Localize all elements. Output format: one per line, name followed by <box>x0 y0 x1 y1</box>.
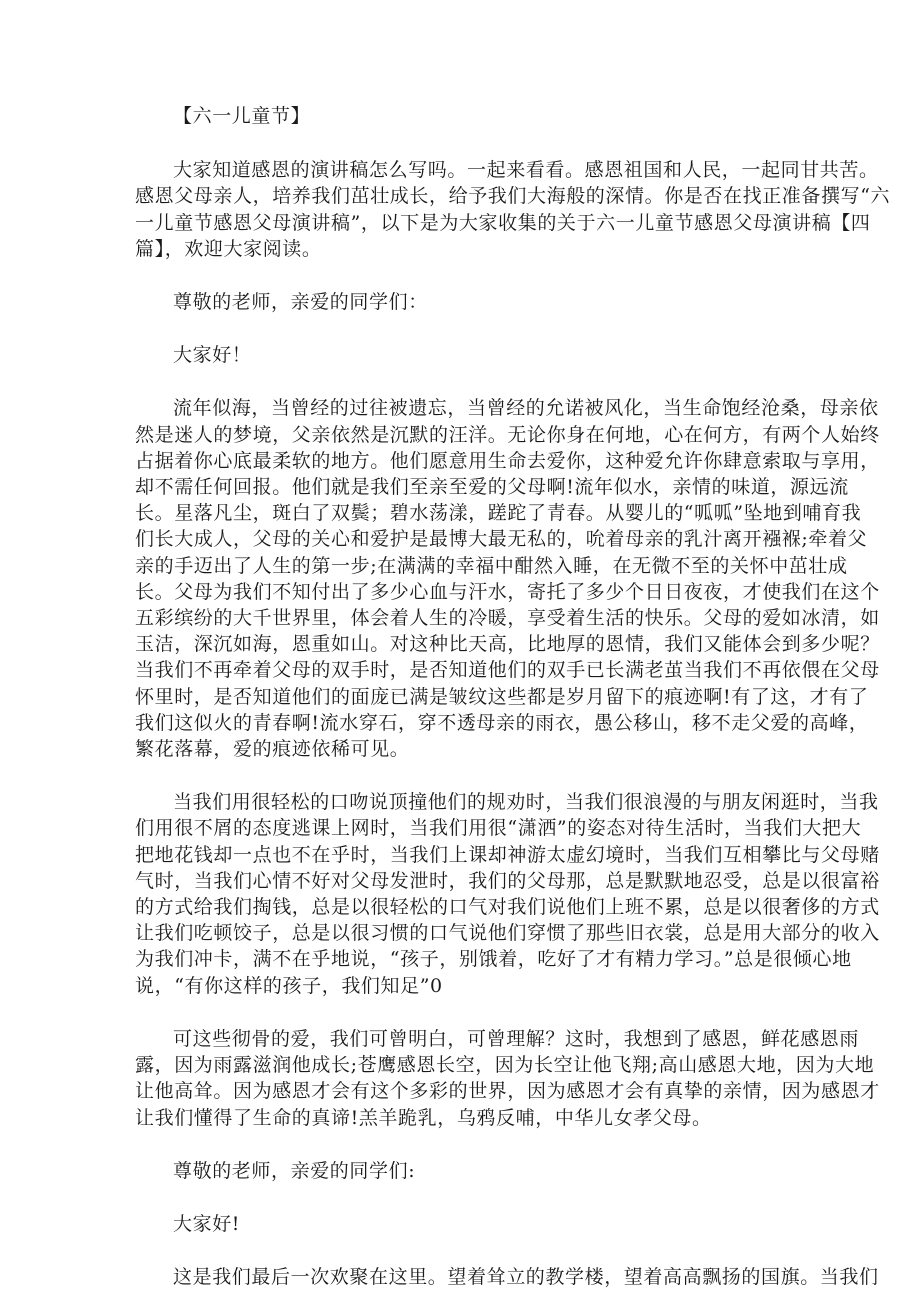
text-line: 流年似海，当曾经的过往被遗忘，当曾经的允诺被风化，当生命饱经沧桑，母亲依 <box>173 397 879 420</box>
text-line: 一儿童节感恩父母演讲稿”，以下是为大家收集的关于六一儿童节感恩父母演讲稿【四 <box>135 211 871 234</box>
text-line: 说，“有你这样的孩子，我们知足”0 <box>135 974 443 997</box>
paragraph-salutation <box>135 1158 795 1184</box>
text-line: 这是我们最后一次欢聚在这里。望着耸立的教学楼，望着高高飘扬的国旗。当我们 <box>173 1266 879 1289</box>
text-line: 的方式给我们掏钱，总是以很轻松的口气对我们说他们上班不累，总是以很奢侈的方式 <box>135 896 880 919</box>
text-line: 大家好！ <box>173 344 252 367</box>
text-line: 尊敬的老师，亲爱的同学们： <box>173 291 428 314</box>
document-page <box>135 103 891 1290</box>
text-line: 让他高耸。因为感恩才会有这个多彩的世界，因为感恩才会有真挚的亲情，因为感恩才 <box>135 1080 880 1103</box>
paragraph-greeting <box>135 342 795 368</box>
text-line: 大家知道感恩的演讲稿怎么写吗。一起来看看。感恩祖国和人民，一起同甘共苦。 <box>173 159 879 182</box>
paragraph-greeting <box>135 1211 795 1237</box>
text-line: 我们这似火的青春啊!流水穿石，穿不透母亲的雨衣，愚公移山，移不走父爱的高峰， <box>135 711 869 734</box>
text-line: 篇】，欢迎大家阅读。 <box>135 237 322 260</box>
text-line: 当我们不再牵着父母的双手时，是否知道他们的双手已长满老茧当我们不再依偎在父母 <box>135 659 880 682</box>
text-line: 让我们懂得了生命的真谛!羔羊跪乳，乌鸦反哺，中华儿女孝父母。 <box>135 1106 712 1129</box>
text-line: 尊敬的老师，亲爱的同学们: <box>173 1159 416 1182</box>
text-line: 露，因为雨露滋润他成长;苍鹰感恩长空，因为长空让他飞翔;高山感恩大地，因为大地 <box>135 1054 875 1077</box>
paragraph-body <box>135 789 880 999</box>
document-heading <box>135 103 795 129</box>
paragraph-body <box>135 1264 879 1290</box>
text-line: 大家好! <box>173 1212 241 1235</box>
text-line: 亲的手迈出了人生的第一步;在满满的幸福中酣然入睡，在无微不至的关怀中茁壮成 <box>135 554 848 577</box>
text-line: 繁花落幕，爱的痕迹依稀可见。 <box>135 738 410 761</box>
paragraph-body <box>135 395 880 762</box>
text-line: 玉洁，深沉如海，恩重如山。对这种比天高，比地厚的恩情，我们又能体会到多少呢？ <box>135 633 880 656</box>
text-line: 气时，当我们心情不好对父母发泄时，我们的父母那，总是默默地忍受，总是以很富裕 <box>135 869 880 892</box>
text-line: 长。星落凡尘，斑白了双鬓；碧水荡漾，蹉跎了青春。从婴儿的“呱呱”坠地到哺育我 <box>135 502 862 525</box>
text-line: 占据着你心底最柔软的地方。他们愿意用生命去爱你，这种爱允许你肆意索取与享用， <box>135 449 880 472</box>
text-line: 可这些彻骨的爱，我们可曾明白，可曾理解？这时，我想到了感恩，鲜花感恩雨 <box>173 1027 860 1050</box>
text-line: 五彩缤纷的大千世界里，体会着人生的冷暖，享受着生活的快乐。父母的爱如冰清，如 <box>135 607 880 630</box>
text-line: 把地花钱却一点也不在乎时，当我们上课却神游太虚幻境时，当我们互相攀比与父母赌 <box>135 843 880 866</box>
text-line: 怀里时，是否知道他们的面庞已满是皱纹这些都是岁月留下的痕迹啊!有了这，才有了 <box>135 685 869 708</box>
text-line: 感恩父母亲人，培养我们茁壮成长，给予我们大海般的深情。你是否在找正准备撰写“六 <box>135 185 891 208</box>
text-line: 当我们用很轻松的口吻说顶撞他们的规劝时，当我们很浪漫的与朋友闲逛时，当我 <box>173 791 879 814</box>
text-line: 们用很不屑的态度逃课上网时，当我们用很“潇洒”的姿态对待生活时，当我们大把大 <box>135 817 862 840</box>
text-line: 让我们吃顿饺子，总是以很习惯的口气说他们穿惯了那些旧衣裳，总是用大部分的收入 <box>135 922 880 945</box>
text-line: 为我们冲卡，满不在乎地说，“孩子，别饿着，吃好了才有精力学习。”总是很倾心地 <box>135 948 852 971</box>
text-line: 长。父母为我们不知付出了多少心血与汗水，寄托了多少个日日夜夜，才使我们在这个 <box>135 580 880 603</box>
heading-text: 【六一儿童节】 <box>173 105 311 127</box>
paragraph-body <box>135 1026 880 1131</box>
text-line: 却不需任何回报。他们就是我们至亲至爱的父母啊!流年似水，亲情的味道，源远流 <box>135 476 849 499</box>
paragraph-salutation <box>135 289 795 315</box>
text-line: 们长大成人，父母的关心和爱护是最博大最无私的，吮着母亲的乳汁离开襁褓;牵着父 <box>135 528 868 551</box>
paragraph-intro <box>135 157 891 262</box>
text-line: 然是迷人的梦境，父亲依然是沉默的汪洋。无论你身在何地，心在何方，有两个人始终 <box>135 423 880 446</box>
